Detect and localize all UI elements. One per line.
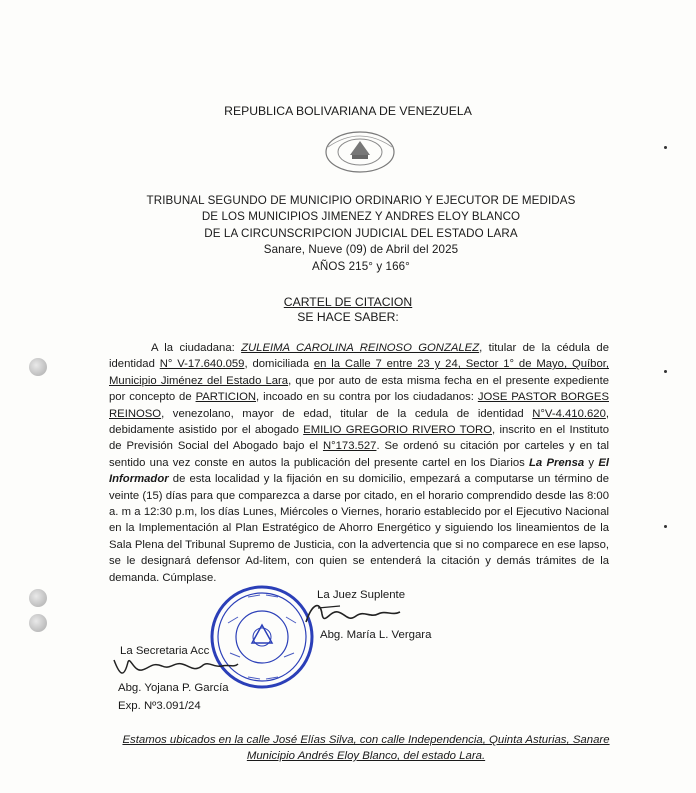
- bar-number: N°173.527: [322, 440, 377, 453]
- date-line: Sanare, Nueve (09) de Abril del 2025: [263, 243, 459, 256]
- defendant-id: N° V-17.640.059: [159, 358, 245, 371]
- defendant-address: en la Calle 7 entre 23 y 24, Sector 1° de Mayo, Quíbor, Municipio Jiménez del Estado Lara: [109, 358, 610, 387]
- citation-body: [109, 340, 609, 586]
- tribunal-line-1: TRIBUNAL SEGUNDO DE MUNICIPIO ORDINARIO Y EJECUTOR DE MEDIDAS: [146, 194, 576, 207]
- document-subtitle: SE HACE SABER:: [297, 310, 399, 324]
- scan-speck: [664, 146, 667, 149]
- footer-line-2: Municipio Andrés Eloy Blanco, del estado Lara.: [246, 750, 486, 762]
- tribunal-line-3: DE LA CIRCUNSCRIPCION JUDICIAL DEL ESTADO LARA: [204, 227, 518, 240]
- defendant-name: ZULEIMA CAROLINA REINOSO GONZALEZ: [241, 342, 480, 354]
- citation-paragraph: A la ciudadana: ZULEIMA CAROLINA REINOSO GONZALEZ, titular de la cédula de identidad N° V-17.640.059, domiciliada en la Calle 7 entre 23 y 24, Sector 1° de Mayo, Quíbor, Municipio Jiménez del Estado Lara, que por auto de esta misma fecha en el presente expediente por concepto de PARTICION, incoado en su contra por los ciudadanos: JOSE PASTOR BORGES REINOSO, venezolano, mayor de edad, titular de la cedula de identidad N°V-4.410.620, debidamente asistido por el abogado EMILIO GREGORIO RIVERO TORO, inscrito en el Instituto de Previsión Social del Abogado bajo el N°173.527. Se ordenó su citación por carteles y en tal sentido una vez conste en autos la publicación del presente cartel en los Diarios La Prensa y El Informador de esta localidad y la fijación en su domicilio, empezará a computarse un término de veinte (15) días para que comparezca a darse por citado, en el horario comprendido desde las 8:00 a. m a 12:30 p.m, los días Lunes, Miércoles o Viernes, horario establecido por el Ejecutivo Nacional en la Implementación al Plan Estratégico de Ahorro Energético y siguiendo los lineamientos de la Sala Plena del Tribunal Supremo de Justicia, con la advertencia que si no comparece en ese lapso, se le designará defensor Ad-litem, con quien se entenderá la citación y demás trámites de la demanda. Cúmplase.: [109, 342, 610, 584]
- judge-role: La Juez Suplente: [317, 589, 406, 601]
- punch-hole: [29, 358, 47, 376]
- footer-address: [96, 732, 636, 764]
- judge-signature: [300, 596, 410, 630]
- document-title: CARTEL DE CITACION: [283, 295, 413, 309]
- scan-speck: [664, 370, 667, 373]
- newspaper-1: La Prensa: [529, 456, 585, 469]
- case-concept: PARTICION: [195, 391, 257, 404]
- judge-name: Abg. María L. Vergara: [320, 629, 432, 641]
- secretary-role: La Secretaria Acc: [120, 645, 210, 657]
- footer-line-1: Estamos ubicados en la calle José Elías Silva, con calle Independencia, Quinta Asturias, Sanare: [122, 734, 610, 746]
- tribunal-line-2: DE LOS MUNICIPIOS JIMENEZ Y ANDRES ELOY BLANCO: [201, 210, 521, 223]
- secretary-name: Abg. Yojana P. García: [118, 682, 229, 694]
- plaintiff-name: JOSE PASTOR BORGES REINOSO: [109, 391, 609, 420]
- newspaper-2: El Informador: [109, 456, 609, 486]
- years-line: AÑOS 215° y 166°: [312, 260, 410, 273]
- secretary-signature: [110, 654, 242, 682]
- punch-hole: [29, 614, 47, 632]
- plaintiff-id: N°V-4.410.620: [532, 407, 606, 420]
- punch-hole: [29, 589, 47, 607]
- republic-heading: REPUBLICA BOLIVARIANA DE VENEZUELA: [224, 104, 472, 118]
- court-seal-icon: [318, 125, 402, 179]
- file-number: Exp. Nº3.091/24: [118, 700, 201, 712]
- scan-speck: [664, 525, 667, 528]
- lawyer-name: EMILIO GREGORIO RIVERO TORO: [303, 424, 493, 437]
